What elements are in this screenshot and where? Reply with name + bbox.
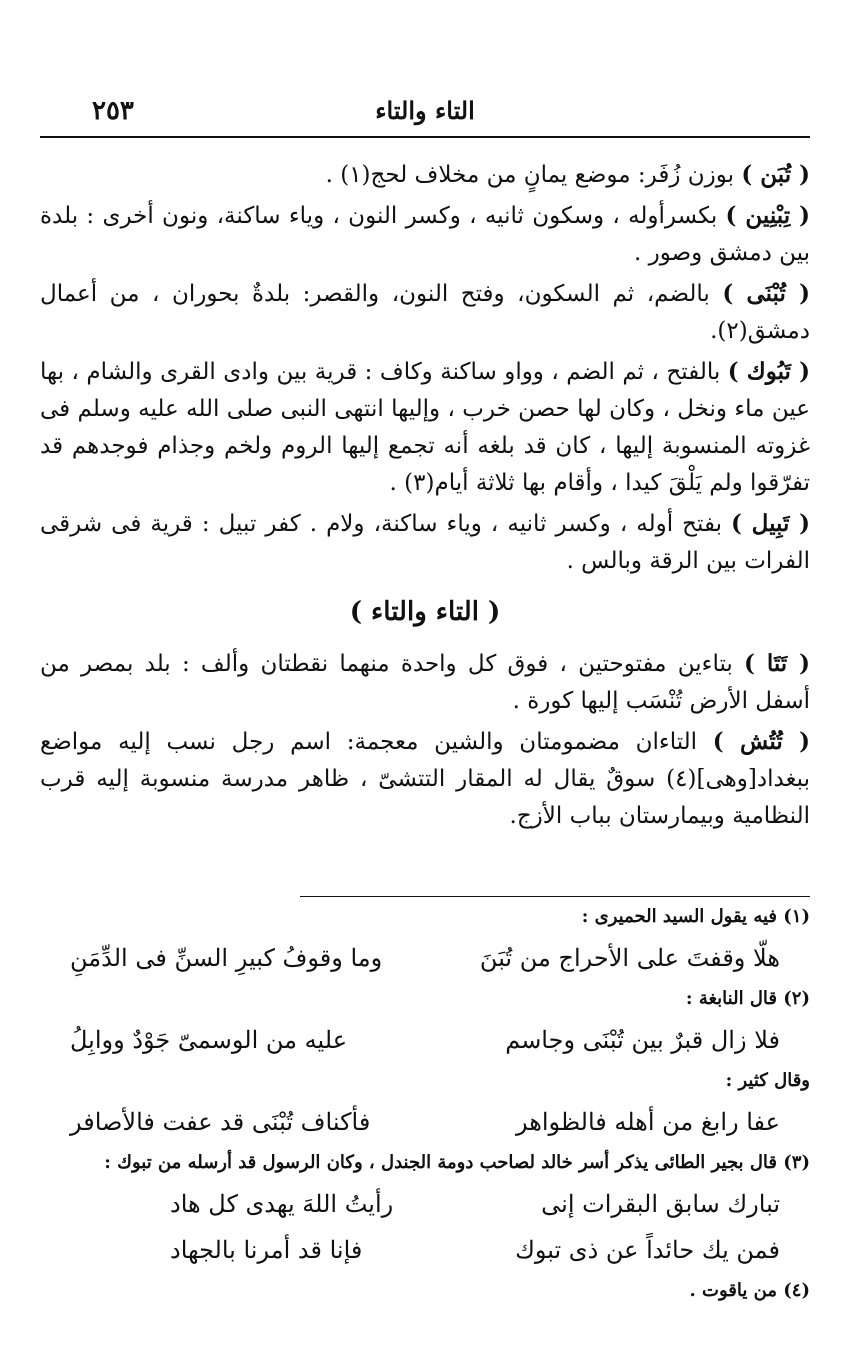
footnote-2-intro: (٢) قال النابغة :: [685, 988, 810, 1009]
footnote-2b-verse: [70, 1102, 780, 1142]
footnotes: [40, 902, 810, 1306]
entry-tuban: [40, 156, 810, 194]
entry-text: بالضم، ثم السكون، وفتح النون، والقصر: بلدةٌ بحوران ، من أعمال دمشق(٢).: [40, 281, 810, 344]
headword: ( تَبُوك ): [727, 358, 810, 385]
hemistich-first: فلا زال قبرٌ بين تُبْنَى وجاسم: [505, 1026, 780, 1054]
headword: ( تِبْنِين ): [725, 202, 811, 229]
hemistich-first: تبارك سابق البقرات إنى: [541, 1190, 780, 1218]
running-title: التاء والتاء: [375, 96, 475, 125]
footnote-1-intro: (١) فيه يقول السيد الحميرى :: [581, 906, 810, 927]
hemistich-first: عفا رابغ من أهله فالظواهر: [515, 1108, 780, 1136]
footnote-3-intro: (٣) قال بجير الطائى يذكر أسر خالد لصاحب دومة الجندل ، وكان الرسول قد أرسله من تبوك :: [104, 1152, 810, 1173]
entry-text: بتاءين مفتوحتين ، فوق كل واحدة منهما نقطتان وألف : بلد بمصر من أسفل الأرض تُنْسَب إليها كورة .: [40, 651, 810, 714]
hemistich-first: هلّا وقفتَ على الأحراج من تُبَنَ: [479, 944, 780, 972]
hemistich-second: رأيتُ اللهَ يهدى كل هاد: [170, 1190, 394, 1218]
entry-tabuk: [40, 353, 810, 502]
page-number: ٢٥٣: [92, 96, 134, 126]
entry-tutush: [40, 723, 810, 835]
headword: ( تُبَن ): [741, 161, 810, 188]
footnote-2b-intro: وقال كثير :: [725, 1070, 810, 1091]
entry-tibnin: [40, 197, 810, 272]
entry-text: بفتح أوله ، وكسر ثانيه ، وياء ساكنة، ولام . كفر تبيل : قرية فى شرقى الفرات بين الرقة وبالس .: [40, 511, 810, 574]
hemistich-second: فأكناف تُبْنَى قد عفت فالأصافر: [70, 1108, 371, 1136]
entry-tabil: [40, 505, 810, 580]
entry-text: بكسرأوله ، وسكون ثانيه ، وكسر النون ، وياء ساكنة، ونون أخرى : بلدة بين دمشق وصور .: [40, 203, 810, 266]
footnote-rule: [300, 896, 810, 897]
headword: ( تَبِيل ): [731, 510, 810, 537]
hemistich-first: فمن يك حائداً عن ذى تبوك: [515, 1236, 780, 1264]
footnote-3-verse-2: [170, 1230, 780, 1270]
hemistich-second: وما وقوفُ كبيرِ السنِّ فى الدِّمَنِ: [70, 944, 383, 972]
section-title: ( التاء والتاء ): [349, 597, 501, 627]
footnote-3-verse-1: [170, 1184, 780, 1224]
headword: ( تُبْنَى ): [722, 280, 810, 307]
page-header: [40, 92, 810, 138]
entry-tubna: [40, 275, 810, 350]
hemistich-second: عليه من الوسمىّ جَوْدٌ ووابِلُ: [70, 1026, 348, 1054]
entry-text: بالفتح ، ثم الضم ، وواو ساكنة وكاف : قرية بين وادى القرى والشام ، بها عين ماء ونخل ، وكان لها حصن خرب ، وإليها انتهى النبى صلى الله عليه وسلم فى غزوته المنسوبة إليها ، كان قد بلغه أنه تجمع إليها الروم ولخم وجذام فوجدهم قد تفرّقوا ولم يَلْقَ كيدا ، وأقام بها ثلاثة أيام(٣) .: [40, 359, 810, 496]
entry-text: بوزن زُفَر: موضع يمانٍ من مخلاف لحج(١) .: [325, 162, 742, 188]
hemistich-second: فإنا قد أمرنا بالجهاد: [170, 1236, 363, 1264]
headword: ( تَتَا ): [744, 650, 810, 677]
entry-text: التاءان مضمومتان والشين معجمة: اسم رجل نسب إليه مواضع ببغداد[وهى](٤) سوقٌ يقال له المقار التتشىّ ، ظاهر مدرسة منسوبة إليه قرب النظامية وبيمارستان بباب الأزج.: [40, 729, 810, 829]
footnote-1-verse: [70, 938, 780, 978]
footnote-4: (٤) من ياقوت .: [689, 1280, 810, 1301]
headword: ( تُتُش ): [712, 728, 810, 755]
footnote-2-verse: [70, 1020, 780, 1060]
main-text: [40, 156, 810, 838]
entry-tata: [40, 645, 810, 720]
